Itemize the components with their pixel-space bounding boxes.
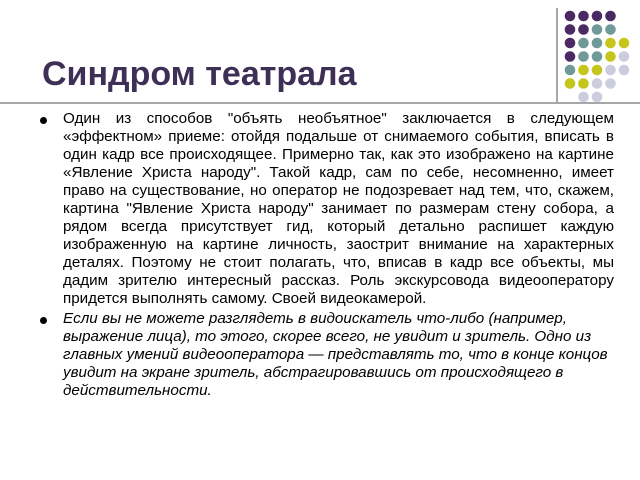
decorative-dot	[592, 51, 603, 62]
decorative-dot	[592, 78, 603, 89]
bullet-item	[40, 110, 614, 308]
decorative-dot	[578, 51, 589, 62]
decorative-vertical-rule	[556, 8, 558, 102]
bullet-text: Один из способов "объять необъятное" заключается в следующем «эффектном» приеме: отойдя подальше от снимаемого события, вписать в один кадр все происходящее. Примерно так, как это изображено на картине «Явление Христа народу". Такой кадр, сам по себе, несомненно, имеет право на существование, но оператор не подозревает над тем, что, скажем, картина "Явление Христа народу" занимает по размерам стену собора, а рядом всегда присутствует гид, который детально распишет каждую изображенную на картине личность, заострит внимание на характерных деталях. Поэтому не стоит полагать, что, вписав в кадр все объекты, мы дадим зрителю интересный рассказ. Роль экскурсовода видеооператору придется выполнять самому. Своей видеокамерой.	[63, 110, 614, 307]
decorative-dot	[578, 24, 589, 35]
decorative-dot	[605, 78, 616, 89]
decorative-dot	[605, 11, 616, 22]
decorative-dot	[619, 65, 630, 76]
decorative-dot	[578, 65, 589, 76]
decorative-dot	[605, 65, 616, 76]
decorative-dot	[592, 38, 603, 49]
decorative-dot	[619, 38, 630, 49]
bullet-dot-icon	[40, 317, 47, 324]
decorative-dot	[592, 92, 603, 103]
decorative-dot	[565, 78, 576, 89]
decorative-dot	[605, 51, 616, 62]
decorative-dot	[578, 38, 589, 49]
decorative-dot	[619, 51, 630, 62]
decorative-dot	[605, 38, 616, 49]
decorative-dot	[565, 65, 576, 76]
decorative-dot	[592, 24, 603, 35]
decorative-dot	[565, 38, 576, 49]
decorative-dot	[578, 78, 589, 89]
bullet-dot-icon	[40, 117, 47, 124]
decorative-dot	[565, 51, 576, 62]
bullet-text-italic: Если вы не можете разглядеть в видоискатель что-либо (например, выражение лица), то этого, скорее всего, не увидит и зритель. Одно из главных умений видеооператора — представлять то, что в конце концов увидит на экране зритель, абстрагировавшись от происходящего в действительности.	[63, 310, 608, 399]
decorative-dot	[565, 24, 576, 35]
bullet-list	[40, 110, 614, 400]
decorative-dot	[578, 11, 589, 22]
bullet-item	[40, 310, 614, 400]
decorative-dot	[592, 65, 603, 76]
decorative-horizontal-rule	[0, 102, 640, 104]
decorative-dot	[565, 11, 576, 22]
decorative-dot	[605, 24, 616, 35]
decorative-dot	[592, 11, 603, 22]
decorative-dot	[578, 92, 589, 103]
slide-title: Синдром театрала	[42, 55, 357, 93]
